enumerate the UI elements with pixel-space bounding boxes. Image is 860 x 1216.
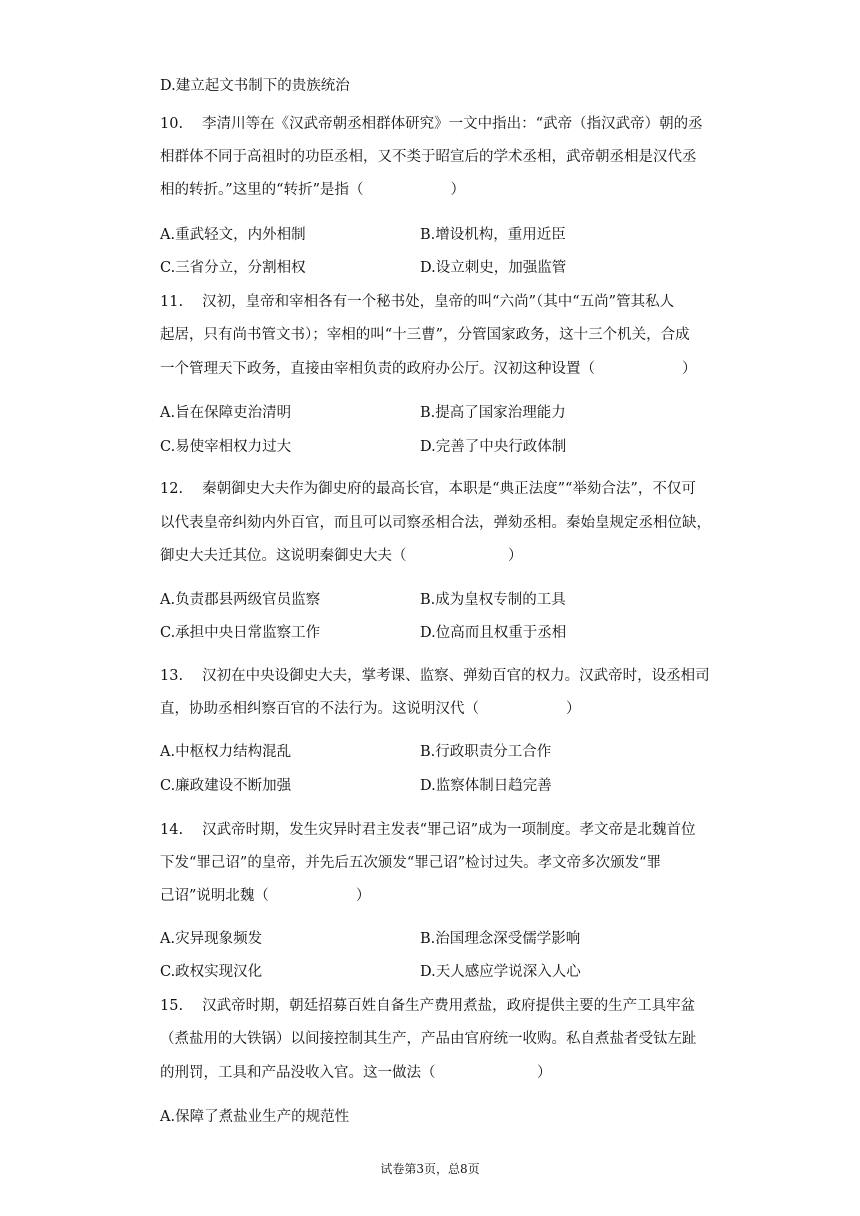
question-text-line: 10. 李清川等在《汉武帝朝丞相群体研究》一文中指出：“武帝（指汉武帝）朝的丞 [160,116,703,132]
option-d: D.天人感应学说深入人心 [420,964,581,980]
option-b: B.成为皇权专制的工具 [420,592,566,608]
question-text-line: 11. 汉初，皇帝和宰相各有一个秘书处，皇帝的叫“六尚”（其中“五尚”管其私人 [160,294,675,310]
option-a: A.重武轻文，内外相制 [160,227,306,243]
question-text-line: 15. 汉武帝时期，朝廷招募百姓自备生产费用煮盐，政府提供主要的生产工具牢盆 [160,998,696,1014]
option-b: B.行政职责分工合作 [420,744,552,760]
question-text-line: 一个管理天下政务，直接由宰相负责的政府办公厅。汉初这种设置（ ） [160,361,697,377]
option-d: D.完善了中央行政体制 [420,439,567,455]
option-d: D.位高而且权重于丞相 [420,625,567,641]
option-b: B.提高了国家治理能力 [420,405,566,421]
option-b: B.治国理念深受儒学影响 [420,931,581,947]
option-d: D.设立刺史，加强监管 [420,260,567,276]
option-a: A.旨在保障吏治清明 [160,405,292,421]
question-text-line: 己诏”说明北魏（ ） [160,888,371,904]
option-a: A.负责郡县两级官员监察 [160,592,321,608]
question-text-line: 相的转折。”这里的“转折”是指（ ） [160,182,465,198]
option-b: B.增设机构，重用近臣 [420,227,566,243]
question-text-line: 的刑罚，工具和产品没收入官。这一做法（ ） [160,1065,552,1081]
question-text-line: 13. 汉初在中央设御史大夫，掌考课、监察、弹劾百官的权力。汉武帝时，设丞相司 [160,668,710,684]
option-c: C.三省分立，分割相权 [160,260,306,276]
question-text-line: 相群体不同于高祖时的功臣丞相，又不类于昭宣后的学术丞相，武帝朝丞相是汉代丞 [160,149,697,165]
question-text-line: （煮盐用的大铁锅）以间接控制其生产，产品由官府统一收购。私自煮盐者受钛左趾 [160,1031,697,1047]
option-a: A.中枢权力结构混乱 [160,744,292,760]
option-c: C.易使宰相权力过大 [160,439,292,455]
question-text-line: 12. 秦朝御史大夫作为御史府的最高长官，本职是“典正法度”“举劾合法”，不仅可 [160,481,696,497]
option-d-prev-question: D.建立起文书制下的贵族统治 [160,78,350,94]
page-footer: 试卷第3页，总8页 [380,1162,480,1176]
question-text-line: 起居，只有尚书管文书）；宰相的叫“十三曹”，分管国家政务，这十三个机关，合成 [160,327,690,343]
option-a: A.保障了煮盐业生产的规范性 [160,1109,350,1125]
question-text-line: 下发“罪己诏”的皇帝，并先后五次颁发“罪己诏”检讨过失。孝文帝多次颁发“罪 [160,855,662,871]
question-text-line: 直，协助丞相纠察百官的不法行为。这说明汉代（ ） [160,701,581,717]
option-c: C.廉政建设不断加强 [160,778,292,794]
option-d: D.监察体制日趋完善 [420,778,552,794]
option-a: A.灾异现象频发 [160,931,263,947]
option-c: C.政权实现汉化 [160,964,263,980]
option-c: C.承担中央日常监察工作 [160,625,321,641]
question-text-line: 14. 汉武帝时期，发生灾异时君主发表“罪己诏”成为一项制度。孝文帝是北魏首位 [160,822,696,838]
question-text-line: 以代表皇帝纠劾内外百官，而且可以司察丞相合法，弹劾丞相。秦始皇规定丞相位缺， [160,515,711,531]
question-text-line: 御史大夫迁其位。这说明秦御史大夫（ ） [160,548,523,564]
